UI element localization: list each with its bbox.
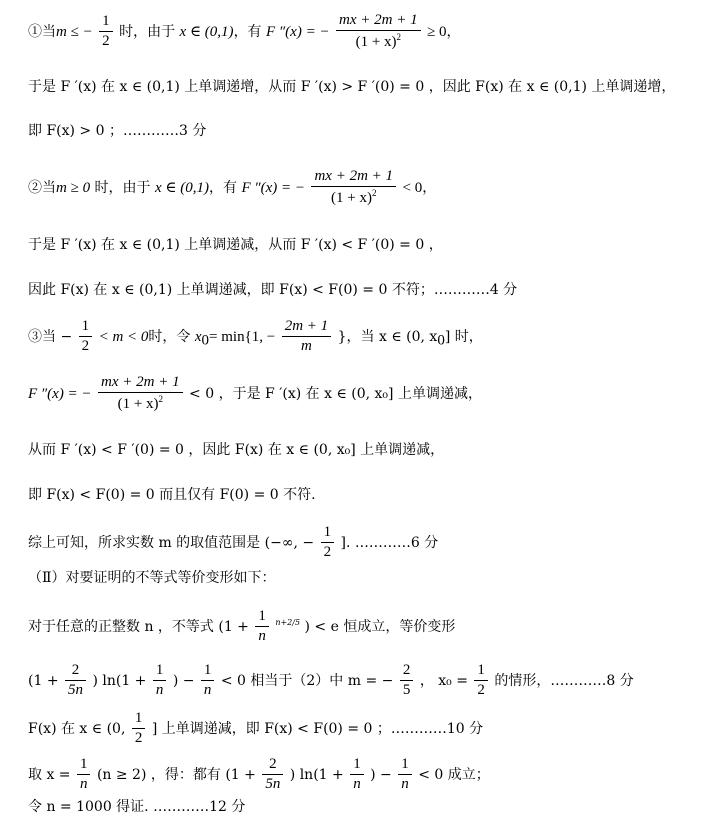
final-line: 令 n = 1000 得证. …………12 分: [28, 799, 246, 815]
fraction: $\frac{2}{5}$: [400, 662, 414, 700]
section-heading: （Ⅱ）对要证明的不等式等价变形如下：: [28, 570, 276, 586]
fraction: $\frac{2m + 1}{m}$: [282, 318, 331, 356]
text-line: 从而 F ′(x) < F ′(0) = 0 ，因此 F(x) 在 x ∈ (0, x₀] 上单调递减，: [28, 442, 445, 458]
fraction: $\frac{1}{n}$: [255, 608, 269, 646]
conclusion-line: 综上可知，所求实数 m 的取值范围是 (−∞, − $\frac{1}{2}$ ]. …………6 分: [28, 524, 439, 561]
fraction: $\frac{2}{5n}$: [262, 756, 283, 794]
fraction: $\frac{1}{2}$: [132, 710, 146, 748]
transform-line: (1 + $\frac{2}{5n}$ ) ln(1 + $\frac{1}{n}$ ) − $\frac{1}{n}$ < 0 相当于（2）中 m = − $\frac{2}{5}$ ， x₀ = $\frac{1}{2}$ 的情形，…………8 分: [28, 662, 634, 699]
text-line: 因此 F(x) 在 x ∈ (0,1) 上单调递减，即 F(x) < F(0) = 0 不符；…………4 分: [28, 282, 518, 298]
monotone-line: F(x) 在 x ∈ (0, $\frac{1}{2}$ ] 上单调递减，即 F(x) < F(0) = 0 ；…………10 分: [28, 710, 484, 747]
fraction: $\frac{1}{2}$: [79, 318, 93, 356]
fraction: $\frac{1}{2}$: [99, 13, 113, 51]
fraction: $\frac{mx + 2m + 1}{(1 + x)^2}$: [336, 12, 421, 52]
derivative-line: F ″(x) = − $\frac{mx + 2m + 1}{(1 + x)^2}$ < 0 ，于是 F ′(x) 在 x ∈ (0, x₀] 上单调递减，: [28, 374, 482, 413]
inequality-line: 对于任意的正整数 n ，不等式 (1 + $\frac{1}{n}$ $^{n+2/5}$ ) < e 恒成立，等价变形: [28, 608, 456, 645]
fraction: $\frac{1}{2}$: [474, 662, 488, 700]
fraction: $\frac{1}{n}$: [350, 756, 364, 794]
text-line: 于是 F ′(x) 在 x ∈ (0,1) 上单调递增，从而 F ′(x) > F ′(0) = 0 ，因此 F(x) 在 x ∈ (0,1) 上单调递增，: [28, 79, 676, 95]
text-line: 即 F(x) > 0 ；…………3 分: [28, 123, 207, 139]
fraction: $\frac{1}{n}$: [77, 756, 91, 794]
fraction: $\frac{mx + 2m + 1}{(1 + x)^2}$: [98, 374, 183, 414]
fraction: $\frac{1}{n}$: [398, 756, 412, 794]
text-line: 于是 F ′(x) 在 x ∈ (0,1) 上单调递减，从而 F ′(x) < F ′(0) = 0 ，: [28, 237, 443, 253]
fraction: $\frac{1}{n}$: [153, 662, 167, 700]
case2-line: ②当m ≥ 0 时，由于 x ∈ (0,1)，有 F ″(x) = − $\frac{mx + 2m + 1}{(1 + x)^2}$ < 0，: [28, 168, 437, 207]
fraction: $\frac{1}{2}$: [321, 524, 335, 562]
substitution-line: 取 x = $\frac{1}{n}$ (n ≥ 2) ，得：都有 (1 + $\frac{2}{5n}$ ) ln(1 + $\frac{1}{n}$ ) − $\frac{1}{n}$ < 0 成立；: [28, 756, 490, 793]
case3-line: ③当 − $\frac{1}{2}$ < m < 0时，令 $x_0= \min\{1$, − $\frac{2m + 1}{m}$ }，当 x ∈ (0, $x_0$] 时，: [28, 318, 483, 355]
text-line: 即 F(x) < F(0) = 0 而且仅有 F(0) = 0 不符.: [28, 487, 316, 503]
case1-line: ①当m ≤ − $\frac{1}{2}$ 时，由于 x ∈ (0,1)，有 F ″(x) = − $\frac{mx + 2m + 1}{(1 + x)^2}$ ≥ 0，: [28, 12, 461, 51]
fraction: $\frac{mx + 2m + 1}{(1 + x)^2}$: [311, 168, 396, 208]
fraction: $\frac{1}{n}$: [201, 662, 215, 700]
fraction: $\frac{2}{5n}$: [65, 662, 86, 700]
